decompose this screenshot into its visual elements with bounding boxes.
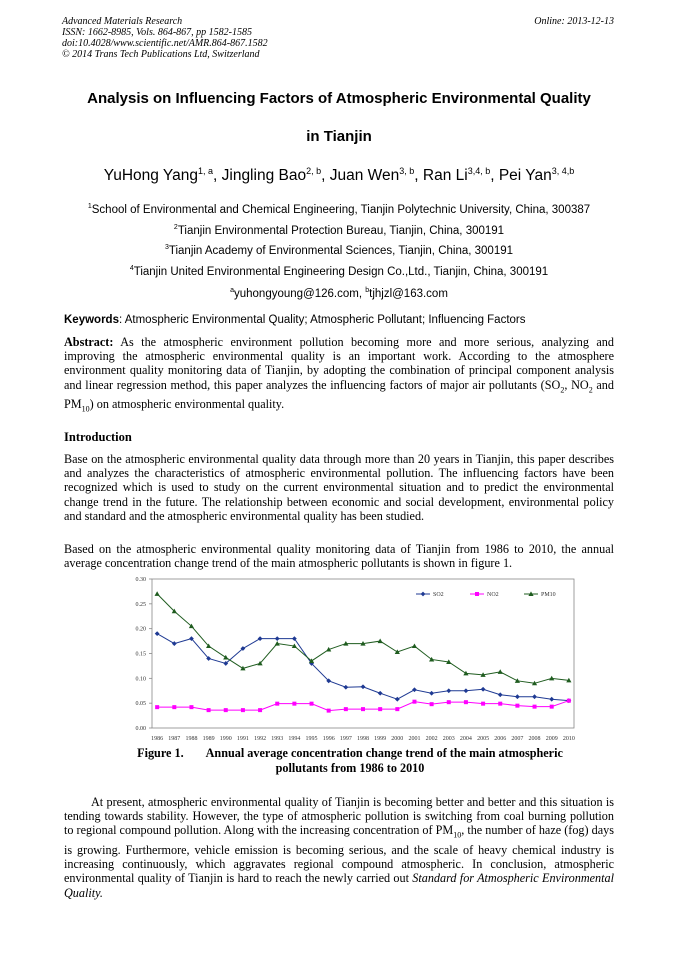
author-name: Juan Wen — [329, 167, 400, 185]
affiliation-text: Tianjin Environmental Protection Bureau, Tianjin, China, 300191 — [177, 224, 505, 237]
keywords-text: : Atmospheric Environmental Quality; Atmospheric Pollutant; Influencing Factors — [118, 314, 526, 326]
x-tick-label: 1986 — [151, 736, 164, 742]
figure-number: Figure 1. — [137, 746, 184, 760]
email: yuhongyoung@126.com, — [233, 287, 366, 300]
x-tick-label: 2006 — [494, 736, 507, 742]
data-point — [258, 708, 262, 712]
x-tick-label: 2007 — [511, 736, 524, 742]
abstract — [64, 335, 614, 417]
author-sup: 2, b — [306, 166, 322, 176]
x-tick-label: 2002 — [425, 736, 438, 742]
data-point — [172, 705, 176, 709]
affiliation-text: Tianjin United Environmental Engineering Design Co.,Ltd., Tianjin, China, 300191 — [133, 265, 549, 278]
x-tick-label: 2000 — [391, 736, 404, 742]
x-tick-label: 1992 — [254, 736, 267, 742]
pollutant-trend-chart — [116, 573, 578, 745]
keywords — [64, 314, 624, 326]
y-tick-label: 0.20 — [135, 626, 146, 633]
figure-caption — [100, 746, 600, 776]
affiliation-sup: 2 — [173, 224, 178, 231]
intro-paragraph: Base on the atmospheric environmental quality data through more than 20 years in Tianjin, this paper describes and analyzes the characteristics of atmospheric environmental pollution. The influencing factors have been recognized which is used to study on the current environmental situation and to predict the environmental change trend in the future. The relationship between economic and social development, environmental policy and standard and the atmospheric environmental quality has been studied. — [64, 452, 614, 523]
affiliation — [20, 244, 658, 257]
x-tick-label: 2003 — [442, 736, 455, 742]
x-tick-label: 2004 — [459, 736, 472, 742]
subscript: 2 — [588, 385, 593, 395]
plot-area — [152, 579, 574, 728]
data-point — [475, 592, 479, 596]
x-tick-label: 1999 — [374, 736, 387, 742]
email-line — [20, 287, 658, 300]
y-tick-label: 0.00 — [135, 726, 146, 732]
abstract-text: ) on atmospheric environmental quality. — [89, 397, 285, 412]
body-text: At present, atmospheric environmental quality of Tianjin is becoming better and better and this situation is tending towards stability. However, the type of atmospheric pollution is switching from coal burning pollution to regional compound pollution. Along with the increasing concentration of PM — [64, 795, 614, 838]
x-tick-label: 1995 — [305, 736, 318, 742]
affiliation — [20, 203, 658, 216]
legend-label: NO2 — [487, 592, 499, 598]
x-tick-label: 1993 — [271, 736, 284, 742]
affiliation-text: School of Environmental and Chemical Engineering, Tianjin Polytechnic University, China, 300387 — [91, 203, 591, 216]
y-tick-label: 0.30 — [135, 577, 146, 583]
x-tick-label: 2001 — [408, 736, 421, 742]
x-tick-label: 1996 — [322, 736, 335, 742]
data-point — [207, 708, 211, 712]
x-tick-label: 1997 — [339, 736, 352, 742]
x-tick-label: 1987 — [168, 736, 181, 742]
doi: doi:10.4028/www.scientific.net/AMR.864-867.1582 — [62, 38, 268, 49]
caption-line: pollutants from 1986 to 2010 — [275, 761, 425, 775]
data-point — [189, 705, 193, 709]
data-point — [344, 707, 348, 711]
journal-header — [62, 16, 268, 60]
x-tick-label: 1998 — [357, 736, 369, 742]
y-tick-label: 0.15 — [135, 651, 146, 658]
affiliation-sup: 4 — [129, 265, 134, 272]
data-point — [464, 700, 468, 704]
affiliation-sup: 1 — [87, 203, 92, 210]
email: tjhjzl@163.com — [369, 287, 448, 300]
subscript: 10 — [81, 404, 90, 414]
subscript: 2 — [560, 385, 565, 395]
author-sup: 3,4, b — [467, 166, 491, 176]
author-name: YuHong Yang — [103, 167, 198, 185]
paper-title-line1: Analysis on Influencing Factors of Atmospheric Environmental Quality — [87, 90, 591, 107]
data-point — [361, 707, 365, 711]
data-point — [412, 700, 416, 704]
x-tick-label: 2009 — [545, 736, 558, 742]
x-tick-label: 1994 — [288, 736, 301, 742]
data-point — [327, 709, 331, 713]
subscript: 10 — [453, 830, 462, 840]
data-point — [515, 704, 519, 708]
x-tick-label: 1988 — [185, 736, 198, 742]
affiliation-text: Tianjin Academy of Environmental Sciences, Tianjin, China, 300191 — [168, 244, 514, 257]
data-point — [241, 708, 245, 712]
data-point — [533, 705, 537, 709]
paper-title-line2: in Tianjin — [306, 128, 372, 145]
x-tick-label: 2008 — [528, 736, 541, 742]
data-point — [292, 702, 296, 706]
author-sup: 3, b — [399, 166, 415, 176]
author-name: Pei Yan — [498, 167, 552, 185]
data-point — [378, 707, 382, 711]
data-point — [447, 700, 451, 704]
data-point — [481, 702, 485, 706]
issn: ISSN: 1662-8985, Vols. 864-867, pp 1582-1585 — [62, 27, 252, 38]
body-text: , the number of haze (fog) days is growing. Furthermore, vehicle emission is becoming serious, and the scale of heavy chemical industry is increasing continuously, which aggravates regional compound atmospheric. In conclusion, atmospheric environmental quality of Tianjin is hard to reach the newly carried out — [64, 823, 614, 886]
body-paragraph — [64, 795, 614, 900]
data-point — [567, 699, 571, 703]
abstract-text: As the atmospheric environment pollution becoming more and more serious, analyzing and improving the atmospheric environmental quality is an important work. According to the atmosphere environment quality monitoring data of Tianjin, by adopting the combination of principal component analysis and linear regression method, this paper analyzes the influencing factors of major air pollutants (SO — [64, 335, 614, 392]
data-point — [430, 702, 434, 706]
email-sup: a — [230, 287, 234, 294]
affiliation — [20, 224, 658, 237]
abstract-label: Abstract: — [64, 335, 114, 349]
data-point — [275, 702, 279, 706]
author-name: Jingling Bao — [221, 167, 307, 185]
affiliation — [20, 265, 658, 278]
y-tick-label: 0.05 — [135, 701, 146, 708]
data-point — [395, 707, 399, 711]
caption-line: Annual average concentration change trend of the main atmospheric — [205, 746, 563, 760]
x-tick-label: 1989 — [202, 736, 215, 742]
legend-label: SO2 — [433, 592, 444, 598]
data-point — [155, 705, 159, 709]
data-point — [550, 705, 554, 709]
keywords-label: Keywords — [64, 314, 119, 326]
data-point — [498, 702, 502, 706]
author-list: YuHong Yang$^{1, a}$, Jingling Bao$^{2, b}$, Juan Wen$^{3, b}$, Ran Li$^{3,4, b}$, Pei Yan$^{3, 4,b}$ — [103, 166, 575, 185]
x-tick-label: 2010 — [562, 736, 575, 742]
legend-label: PM10 — [541, 592, 556, 598]
author-name: Ran Li — [422, 167, 468, 185]
journal-name: Advanced Materials Research — [62, 16, 183, 27]
x-tick-label: 1990 — [219, 736, 232, 742]
body-italic: Standard for Atmospheric Environmental Quality. — [64, 871, 614, 900]
data-point — [224, 708, 228, 712]
intro-paragraph: Based on the atmospheric environmental quality monitoring data of Tianjin from 1986 to 2010, the annual average concentration change trend of the main atmospheric pollutants is shown in figure 1. — [64, 542, 614, 571]
y-tick-label: 0.25 — [135, 601, 146, 608]
abstract-text: and PM — [64, 377, 614, 412]
author-sup: 3, 4,b — [551, 166, 575, 176]
abstract-text: , NO — [564, 377, 589, 392]
y-tick-label: 0.10 — [135, 676, 146, 683]
online-date: Online: 2013-12-13 — [534, 16, 614, 27]
email-sup: b — [365, 287, 370, 294]
copyright: © 2014 Trans Tech Publications Ltd, Switzerland — [62, 49, 260, 60]
author-sup: 1, a — [197, 166, 213, 176]
data-point — [310, 702, 314, 706]
affiliation-sup: 3 — [164, 244, 169, 251]
x-tick-label: 1991 — [236, 736, 249, 742]
section-heading: Introduction — [64, 430, 132, 444]
x-tick-label: 2005 — [477, 736, 490, 742]
